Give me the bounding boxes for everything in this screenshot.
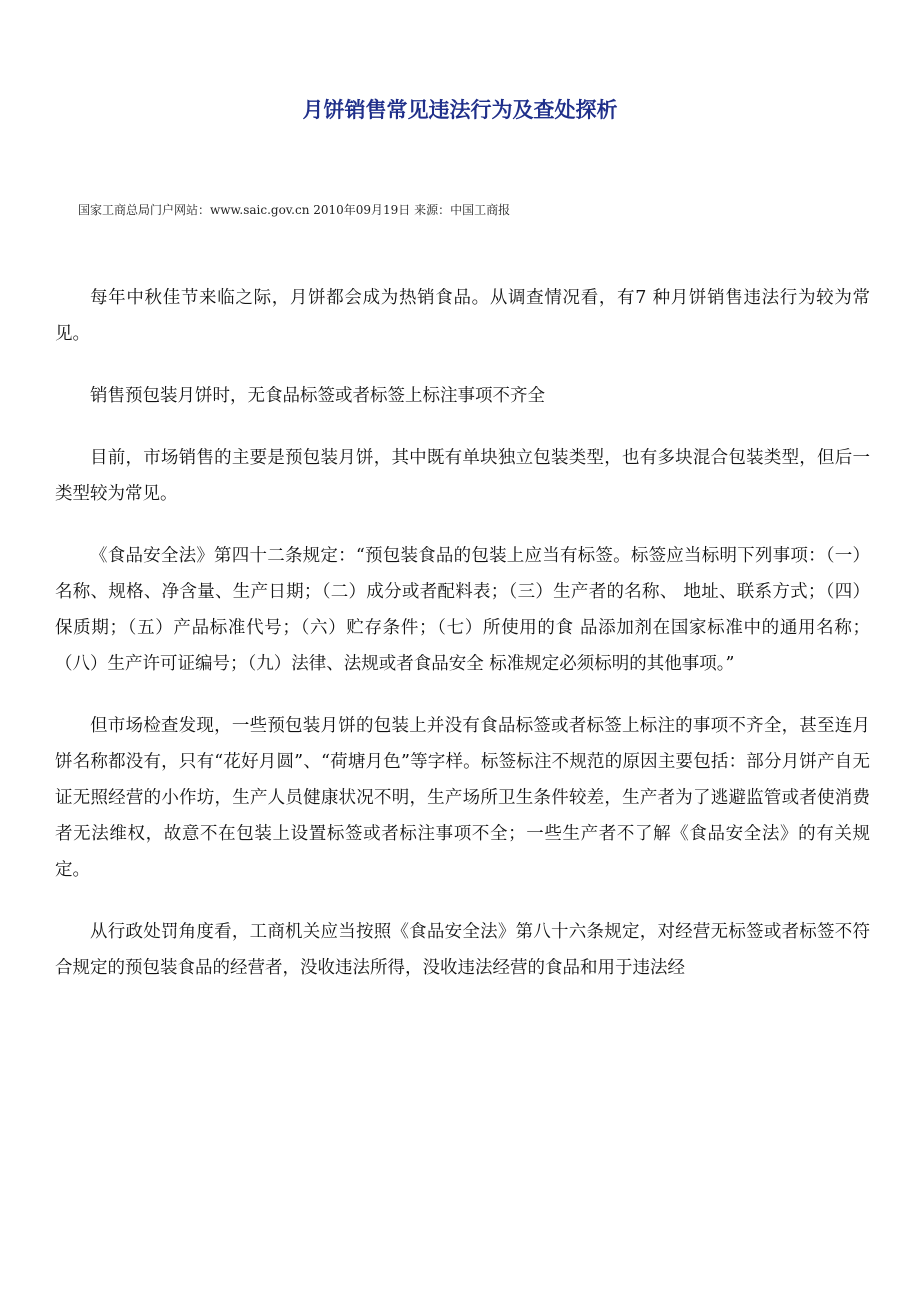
article-body: [55, 280, 870, 1012]
paragraph-inspection: 但市场检查发现，一些预包装月饼的包装上并没有食品标签或者标签上标注的事项不齐全，甚至连月饼名称都没有，只有“花好月圆”、“荷塘月色”等字样。标签标注不规范的原因主要包括：部分月饼产自无证无照经营的小作坊，生产人员健康状况不明，生产场所卫生条件较差，生产者为了逃避监管或者使消费者无法维权，故意不在包装上设置标签或者标注事项不全；一些生产者不了解《食品安全法》的有关规定。: [55, 716, 870, 880]
paragraph-law-article-42: 《食品安全法》第四十二条规定：“预包装食品的包装上应当有标签。标签应当标明下列事项：（一）名称、规格、净含量、生产日期；（二）成分或者配料表；（三）生产者的名称、 地址、联系方式；（四）保质期；（五）产品标准代号；（六）贮存条件；（七）所使用的食 品添加剂在国家标准中的通用名称；（八）生产许可证编号；（九）法律、法规或者食品安全 标准规定必须标明的其他事项。”: [55, 546, 870, 674]
paragraph-market: 目前，市场销售的主要是预包装月饼，其中既有单块独立包装类型，也有多块混合包装类型，但后一类型较为常见。: [55, 448, 870, 504]
article-title: 月饼销售常见违法行为及查处探析: [302, 98, 618, 122]
section-heading: 销售预包装月饼时，无食品标签或者标签上标注事项不齐全: [90, 386, 545, 406]
paragraph-penalty: 从行政处罚角度看，工商机关应当按照《食品安全法》第八十六条规定，对经营无标签或者标签不符合规定的预包装食品的经营者，没收违法所得，没收违法经营的食品和用于违法经: [55, 922, 870, 978]
article-meta: 国家工商总局门户网站：www.saic.gov.cn 2010年09月19日 来源：中国工商报: [78, 203, 511, 217]
paragraph-intro: 每年中秋佳节来临之际，月饼都会成为热销食品。从调查情况看，有7 种月饼销售违法行为较为常见。: [55, 288, 870, 344]
